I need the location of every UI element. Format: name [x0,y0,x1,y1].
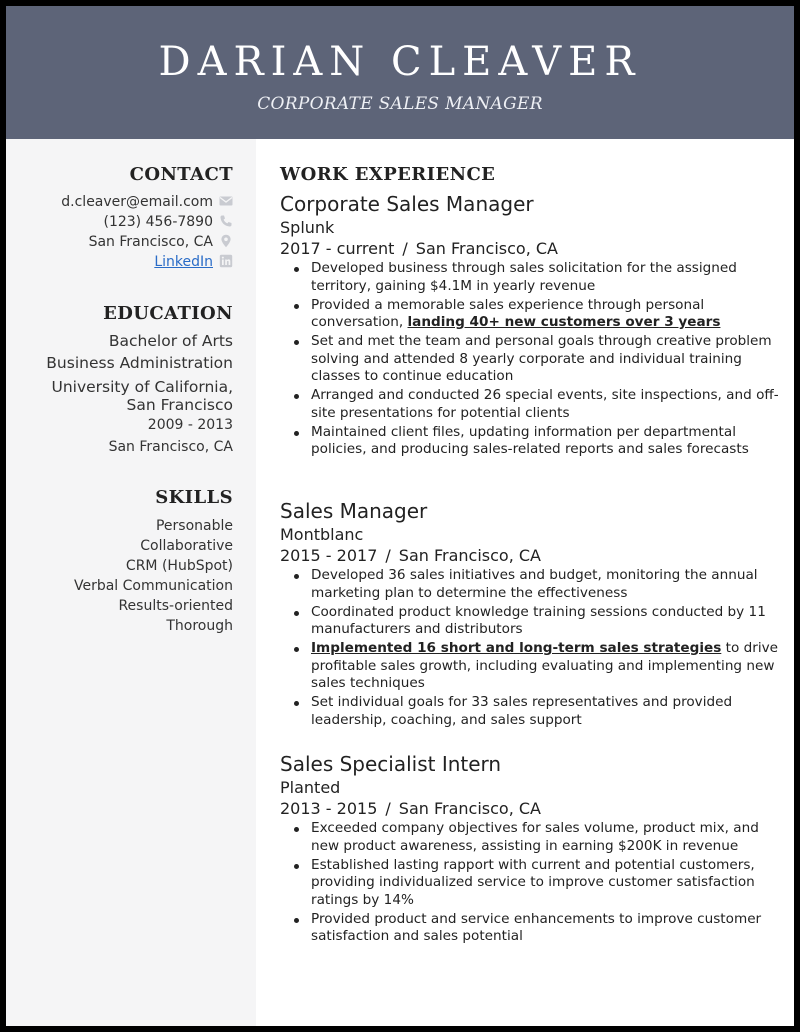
candidate-title: CORPORATE SALES MANAGER [257,94,543,114]
bullet-item [311,260,780,295]
job-company: Montblanc [280,525,364,544]
bullet-text: Set and met the team and personal goals through creative problem solving and attended 8 yearly corporate and individual training classes to continue education [311,333,772,384]
bullet-text: Developed 36 sales initiatives and budget, monitoring the annual marketing plan to determine the effectiveness [311,567,758,601]
job-company: Planted [280,778,341,797]
job-dates: 2013 - 2015 [280,799,378,818]
education-location: San Francisco, CA [108,439,233,455]
job-role: Sales Manager [280,499,428,523]
sidebar [6,139,256,1026]
contact-section [61,163,233,272]
skill-item: Results-oriented [118,598,233,614]
bullet-highlight: Implemented 16 short and long-term sales strategies [311,640,722,656]
envelope-icon [219,194,233,208]
job-entry [280,751,780,947]
bullet-item [311,857,780,910]
bullet-item [311,333,780,386]
bullet-item [311,911,780,946]
bullet-text: Set individual goals for 33 sales representatives and provided leadership, coaching, and sales support [311,694,733,728]
bullet-highlight: landing 40+ new customers over 3 years [407,314,721,330]
job-bullets [280,260,780,459]
bullet-text: Arranged and conducted 26 special events, site inspections, and off-site presentations for potential clients [311,387,779,421]
education-school-line1: University of California, [51,378,233,396]
job-dates: 2015 - 2017 [280,546,378,565]
education-years: 2009 - 2013 [147,417,233,433]
bullet-text: Developed business through sales solicitation for the assigned territory, gaining $4.1M in yearly revenue [311,260,737,294]
skill-item: CRM (HubSpot) [125,558,233,574]
contact-heading: CONTACT [129,164,233,185]
education-section [46,302,233,458]
bullet-text: Provided a memorable sales experience through personal conversation, [311,296,705,330]
phone-text: (123) 456-7890 [103,214,213,230]
job-dates: 2017 - current [280,239,395,258]
experience-heading: WORK EXPERIENCE [280,164,496,185]
phone-icon [219,214,233,228]
linkedin-icon [219,254,233,268]
job-company: Splunk [280,218,335,237]
location-pin-icon [219,234,233,248]
bullet-text: Established lasting rapport with current and potential customers, providing individualized service to improve customer satisfaction ratings by 14% [311,856,755,908]
skills-section [74,486,233,636]
location-text: San Francisco, CA [88,234,213,250]
job-bullets [280,567,780,729]
education-heading: EDUCATION [103,303,233,324]
job-entry [280,191,780,460]
email-text: d.cleaver@email.com [61,194,213,210]
job-role: Sales Specialist Intern [280,752,502,776]
job-location: San Francisco, CA [398,546,541,565]
job-meta [280,238,780,260]
bullet-item [311,820,780,855]
bullet-item [311,567,780,602]
job-meta-separator: / [385,546,391,565]
bullet-item [311,694,780,729]
job-location: San Francisco, CA [398,799,541,818]
skill-item: Thorough [166,618,233,634]
bullet-item [311,387,780,422]
job-meta [280,798,780,820]
resume-header [6,6,794,139]
bullet-text: Coordinated product knowledge training sessions conducted by 11 manufacturers and distributors [311,603,766,637]
bullet-item [311,297,780,332]
bullet-text: Exceeded company objectives for sales volume, product mix, and new product awareness, assisting in earning $200K in revenue [311,820,759,854]
job-entry [280,498,780,731]
job-bullets [280,820,780,946]
education-major: Business Administration [46,354,233,372]
job-meta-separator: / [402,239,408,258]
skills-heading: SKILLS [155,487,233,508]
education-school-line2: San Francisco [126,396,233,414]
job-role: Corporate Sales Manager [280,192,534,216]
contact-location [61,232,233,252]
candidate-name: DARIAN CLEAVER [158,39,642,85]
linkedin-link[interactable]: LinkedIn [154,254,213,270]
contact-linkedin [61,252,233,272]
bullet-text-after: to drive profitable sales growth, including evaluating and implementing new sales techniques [311,640,779,691]
job-meta [280,545,780,567]
contact-phone [61,212,233,232]
resume-page [6,6,794,1026]
education-degree: Bachelor of Arts [108,332,233,350]
contact-email [61,192,233,212]
skill-item: Verbal Communication [73,578,233,594]
skill-item: Collaborative [140,538,233,554]
skill-item: Personable [155,518,233,534]
job-meta-separator: / [385,799,391,818]
job-location: San Francisco, CA [415,239,558,258]
bullet-text: Maintained client files, updating information per departmental policies, and producing sales-related reports and sales forecasts [311,423,749,457]
bullet-text: Provided product and service enhancements to improve customer satisfaction and sales potential [311,910,762,944]
bullet-item [311,604,780,639]
bullet-item [311,640,780,693]
bullet-item [311,424,780,459]
